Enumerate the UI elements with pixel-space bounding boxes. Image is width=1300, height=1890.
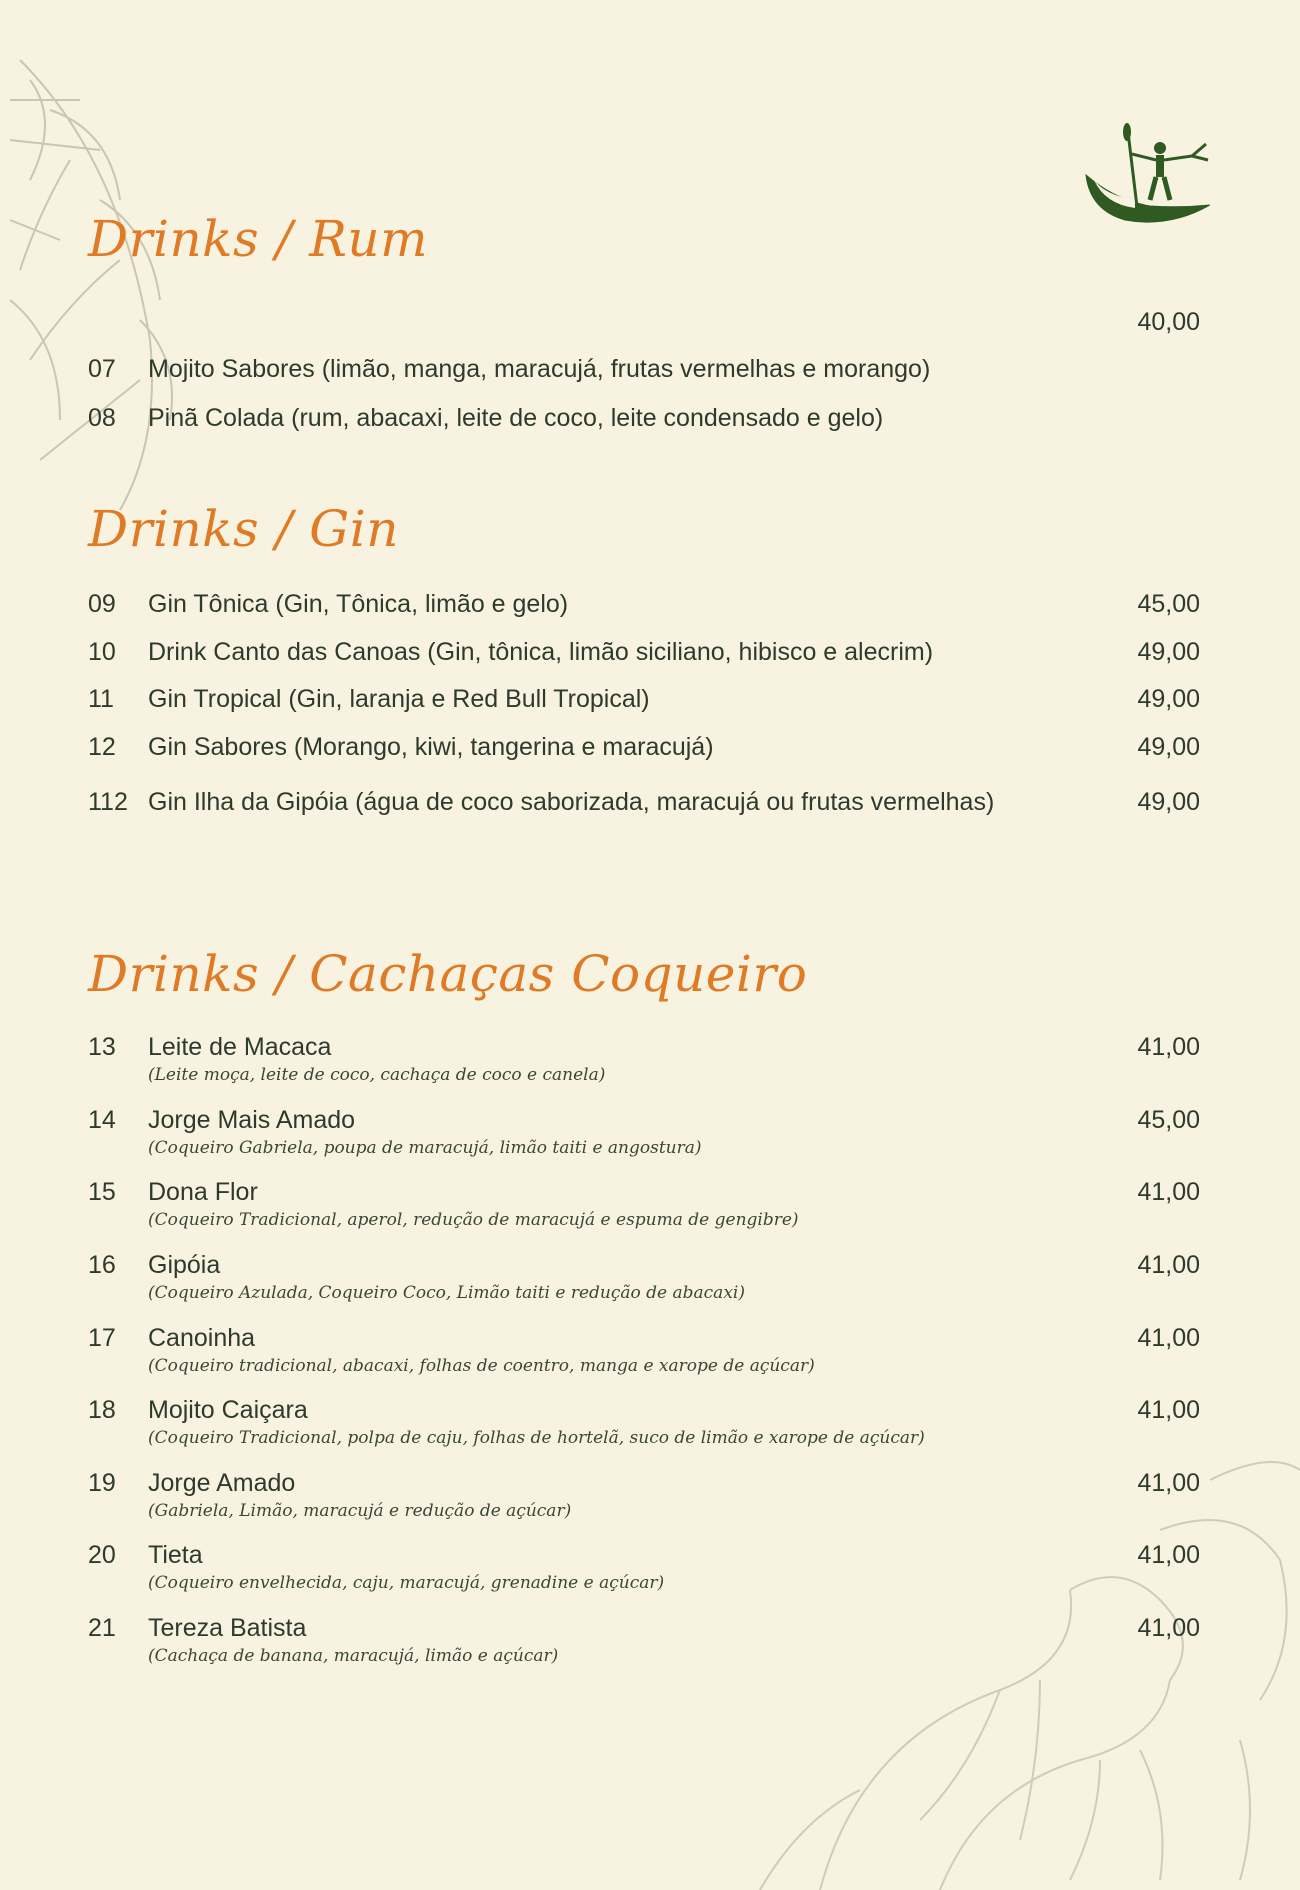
item-price: 41,00 <box>1137 1396 1200 1424</box>
item-price: 41,00 <box>1137 1469 1200 1497</box>
item-description: (Coqueiro Tradicional, aperol, redução de maracujá e espuma de gengibre) <box>148 1210 799 1230</box>
menu-item <box>0 355 1300 389</box>
item-name: Drink Canto das Canoas (Gin, tônica, limão siciliano, hibisco e alecrim) <box>148 638 934 666</box>
item-price: 41,00 <box>1137 1178 1200 1206</box>
section-title-rum: Drinks / Rum <box>88 210 429 268</box>
item-number: 17 <box>88 1324 116 1352</box>
item-name: Jorge Amado <box>148 1469 296 1497</box>
item-description: (Gabriela, Limão, maracujá e redução de açúcar) <box>148 1501 572 1521</box>
item-number: 08 <box>88 404 116 432</box>
item-number: 14 <box>88 1106 116 1134</box>
menu-item <box>0 1251 1300 1303</box>
item-price: 41,00 <box>1137 1251 1200 1279</box>
item-description: (Coqueiro Gabriela, poupa de maracujá, limão taiti e angostura) <box>148 1138 702 1158</box>
item-number: 11 <box>88 685 114 713</box>
menu-item <box>0 1396 1300 1448</box>
menu-item <box>0 1106 1300 1158</box>
item-description: (Coqueiro tradicional, abacaxi, folhas de coentro, manga e xarope de açúcar) <box>148 1356 815 1376</box>
item-name: Tieta <box>148 1541 203 1569</box>
item-price: 41,00 <box>1137 1541 1200 1569</box>
item-name: Leite de Macaca <box>148 1033 332 1061</box>
menu-item <box>0 1178 1300 1230</box>
item-price: 49,00 <box>1137 638 1200 666</box>
menu-item <box>0 1033 1300 1085</box>
item-price: 41,00 <box>1137 1614 1200 1642</box>
item-name: Jorge Mais Amado <box>148 1106 356 1134</box>
leaf-decoration-top-left-icon <box>0 40 200 520</box>
item-name: Gin Sabores (Morango, kiwi, tangerina e maracujá) <box>148 733 714 761</box>
item-name: Mojito Sabores (limão, manga, maracujá, frutas vermelhas e morango) <box>148 355 931 383</box>
rum-price: 40,00 <box>1137 308 1200 336</box>
item-name: Tereza Batista <box>148 1614 307 1642</box>
item-name: Gin Ilha da Gipóia (água de coco saborizada, maracujá ou frutas vermelhas) <box>148 788 995 816</box>
item-description: (Coqueiro envelhecida, caju, maracujá, grenadine e açúcar) <box>148 1573 665 1593</box>
item-number: 20 <box>88 1541 116 1569</box>
item-name: Dona Flor <box>148 1178 258 1206</box>
menu-item <box>0 404 1300 438</box>
menu-item <box>0 1469 1300 1521</box>
item-name: Mojito Caiçara <box>148 1396 308 1424</box>
item-price: 49,00 <box>1137 788 1200 816</box>
item-price: 41,00 <box>1137 1033 1200 1061</box>
menu-item <box>0 590 1300 624</box>
item-description: (Coqueiro Tradicional, polpa de caju, folhas de hortelã, suco de limão e xarope de açúcar) <box>148 1428 925 1448</box>
canoe-rower-logo-icon <box>1080 120 1215 240</box>
item-name: Canoinha <box>148 1324 256 1352</box>
item-number: 12 <box>88 733 116 761</box>
item-name: Pinã Colada (rum, abacaxi, leite de coco, leite condensado e gelo) <box>148 404 884 432</box>
item-price: 49,00 <box>1137 685 1200 713</box>
menu-item <box>0 788 1300 822</box>
item-number: 10 <box>88 638 116 666</box>
item-number: 07 <box>88 355 116 383</box>
menu-item <box>0 638 1300 672</box>
item-price: 45,00 <box>1137 590 1200 618</box>
menu-item <box>0 1541 1300 1593</box>
item-number: 15 <box>88 1178 116 1206</box>
item-price: 41,00 <box>1137 1324 1200 1352</box>
menu-item <box>0 685 1300 719</box>
item-number: 19 <box>88 1469 116 1497</box>
item-number: 18 <box>88 1396 116 1424</box>
item-number: 13 <box>88 1033 116 1061</box>
item-description: (Cachaça de banana, maracujá, limão e açúcar) <box>148 1646 559 1666</box>
item-name: Gipóia <box>148 1251 221 1279</box>
menu-item <box>0 733 1300 767</box>
item-number: 112 <box>88 788 128 816</box>
section-title-cachacas: Drinks / Cachaças Coqueiro <box>88 945 808 1003</box>
leaf-decoration-bottom-right-icon <box>740 1440 1300 1890</box>
item-name: Gin Tônica (Gin, Tônica, limão e gelo) <box>148 590 569 618</box>
section-title-gin: Drinks / Gin <box>88 500 399 558</box>
item-name: Gin Tropical (Gin, laranja e Red Bull Tropical) <box>148 685 650 713</box>
item-price: 45,00 <box>1137 1106 1200 1134</box>
item-description: (Coqueiro Azulada, Coqueiro Coco, Limão taiti e redução de abacaxi) <box>148 1283 745 1303</box>
item-description: (Leite moça, leite de coco, cachaça de coco e canela) <box>148 1065 606 1085</box>
item-price: 49,00 <box>1137 733 1200 761</box>
item-number: 21 <box>88 1614 116 1642</box>
item-number: 09 <box>88 590 116 618</box>
menu-item <box>0 1614 1300 1666</box>
menu-item <box>0 1324 1300 1376</box>
item-number: 16 <box>88 1251 116 1279</box>
